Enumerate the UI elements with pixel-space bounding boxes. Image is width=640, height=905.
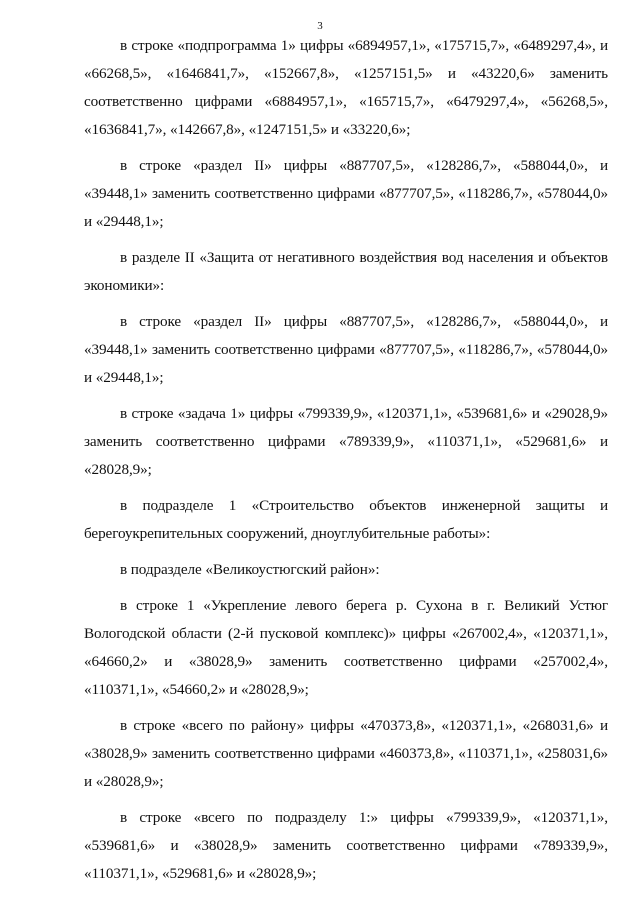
paragraph: в строке «раздел II» цифры «887707,5», «128286,7», «588044,0», и «39448,1» заменить соответственно цифрами «877707,5», «118286,7», «578044,0» и «29448,1»; (84, 157, 608, 230)
page-number: 3 (317, 20, 323, 32)
paragraph: в строке «всего по району» цифры «470373,8», «120371,1», «268031,6» и «38028,9» заменить соответственно цифрами «460373,8», «110371,1», «258031,6» и «28028,9»; (84, 717, 608, 790)
paragraph: в строке «подпрограмма 1» цифры «6894957,1», «175715,7», «6489297,4», и «66268,5», «1646841,7», «152667,8», «1257151,5» и «43220,6» заменить соответственно цифрами «6884957,1», «165715,7», «6479297,4», «56268,5», «1636841,7», «142667,8», «1247151,5» и «33220,6»; (84, 37, 608, 138)
document-body (84, 32, 608, 896)
paragraph: в строке «раздел II» цифры «887707,5», «128286,7», «588044,0», и «39448,1» заменить соответственно цифрами «877707,5», «118286,7», «578044,0» и «29448,1»; (84, 313, 608, 386)
paragraph: в строке 1 «Укрепление левого берега р. Сухона в г. Великий Устюг Вологодской области (2-й пусковой комплекс)» цифры «267002,4», «120371,1», «64660,2» и «38028,9» заменить соответственно цифрами «257002,4», «110371,1», «54660,2» и «28028,9»; (84, 597, 608, 698)
paragraph: в строке «задача 1» цифры «799339,9», «120371,1», «539681,6» и «29028,9» заменить соответственно цифрами «789339,9», «110371,1», «529681,6» и «28028,9»; (84, 405, 608, 478)
paragraph: в подразделе 1 «Строительство объектов инженерной защиты и берегоукрепительных сооружений, дноуглубительные работы»: (84, 497, 608, 542)
paragraph: в строке «всего по подразделу 1:» цифры «799339,9», «120371,1», «539681,6» и «38028,9» заменить соответственно цифрами «789339,9», «110371,1», «529681,6» и «28028,9»; (84, 809, 608, 882)
paragraph: в подразделе «Великоустюгский район»: (120, 561, 380, 578)
paragraph: в разделе II «Защита от негативного воздействия вод населения и объектов экономики»: (84, 249, 608, 294)
